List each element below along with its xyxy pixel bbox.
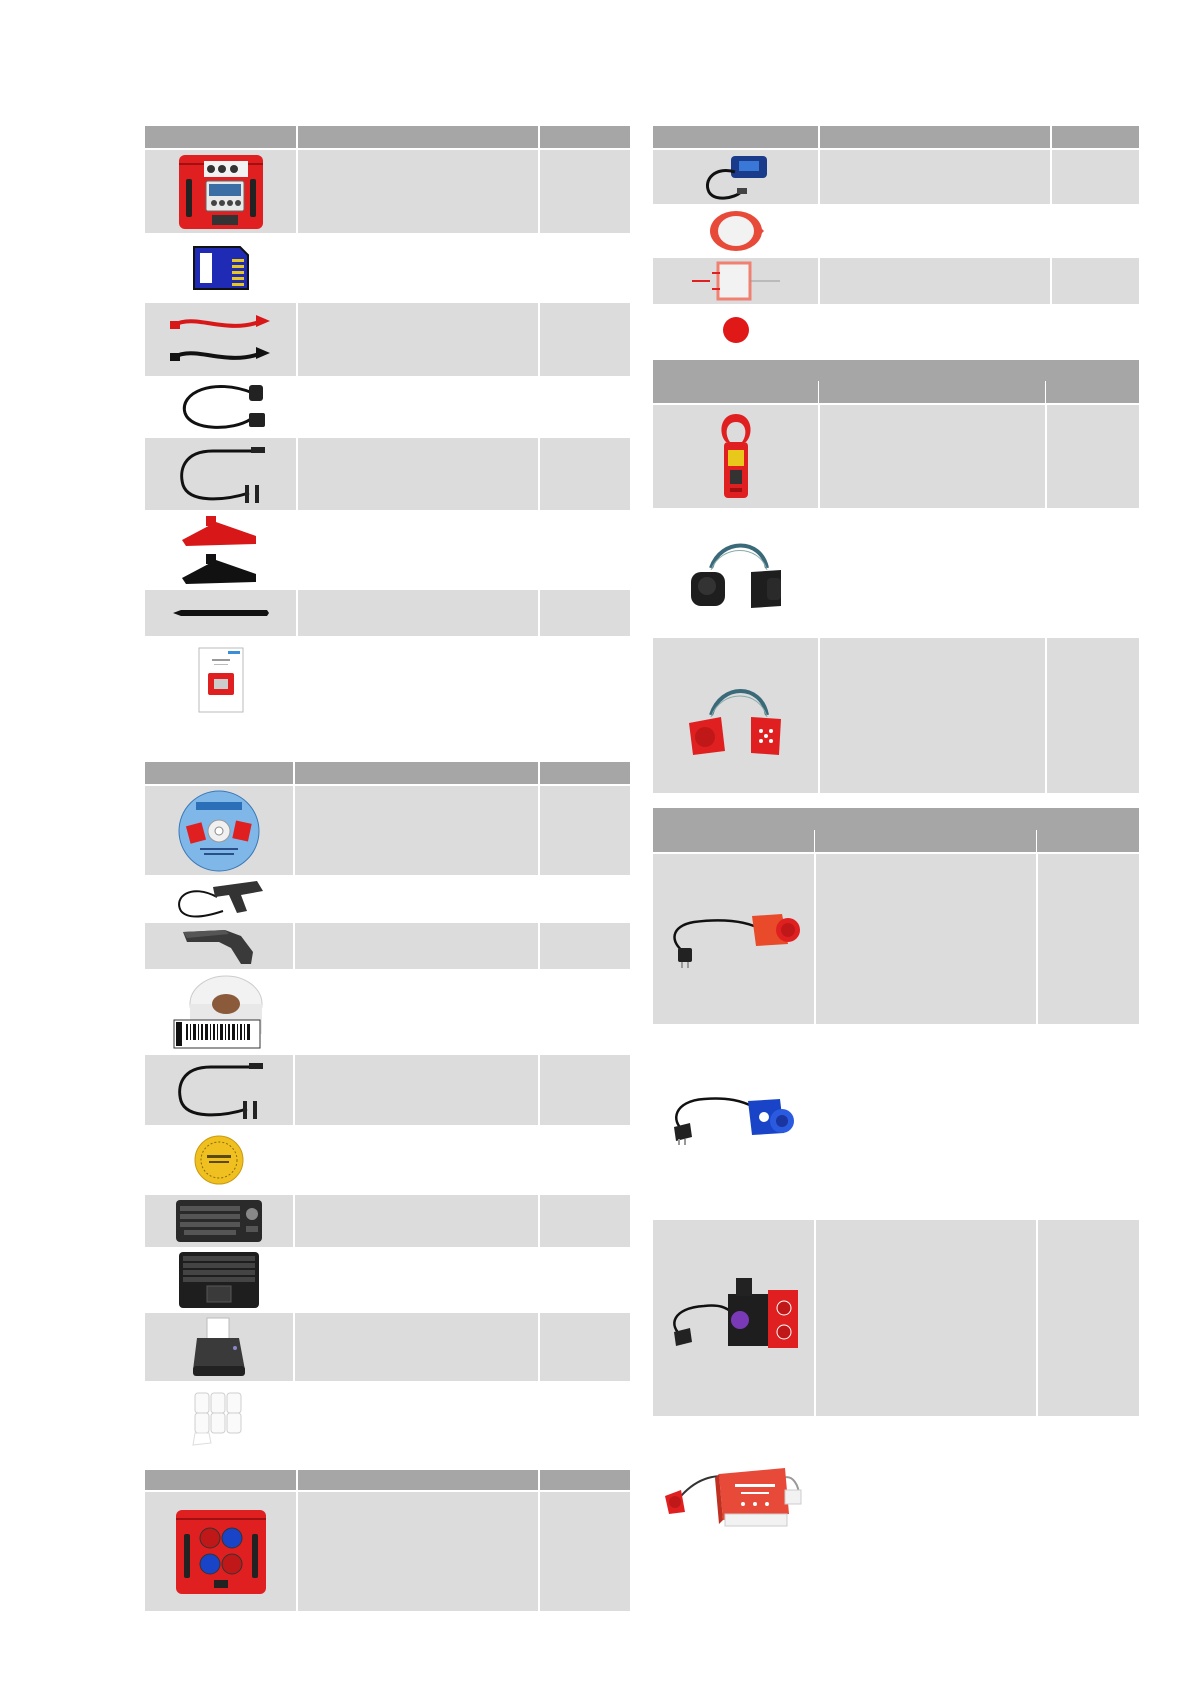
left-table-3 — [145, 1470, 630, 1611]
table-row — [145, 590, 630, 636]
schuko-adapter-cable-icon — [681, 528, 791, 618]
table-row — [653, 150, 1139, 204]
table-row — [653, 638, 1139, 793]
barcode-scanner-icon — [179, 926, 259, 966]
sd-card-icon — [192, 245, 250, 291]
red-probe-icon — [706, 207, 766, 255]
cee-blue-plug-cable-icon — [664, 1087, 804, 1157]
power-cord-icon — [173, 379, 269, 435]
test-leads-icon — [166, 307, 276, 373]
cee-red-plug-cable-icon — [664, 904, 804, 974]
red-dot-icon — [721, 315, 751, 345]
list-item — [145, 510, 630, 590]
table-header — [653, 808, 1139, 852]
test-probe-cable-icon — [171, 1057, 267, 1123]
receipt-printer-icon — [191, 1316, 247, 1378]
table-header — [145, 1470, 630, 1490]
table-row — [145, 438, 630, 510]
table-header — [145, 126, 630, 148]
usb-adapter-icon — [701, 152, 771, 202]
right-table-3 — [653, 808, 1139, 1618]
tester-case-icon — [176, 153, 266, 231]
distribution-box-icon — [664, 1268, 804, 1368]
keyboard-touchpad-icon — [177, 1250, 261, 1310]
list-item — [653, 1416, 1139, 1618]
software-cd-icon — [178, 790, 260, 872]
list-item — [653, 1024, 1139, 1220]
list-item — [145, 233, 630, 303]
table-row — [653, 854, 1139, 1024]
table-row — [145, 923, 630, 969]
test-sticker-icon — [194, 1135, 244, 1185]
right-table-2 — [653, 360, 1139, 793]
table-row — [653, 258, 1139, 304]
left-table-2 — [145, 762, 630, 1452]
table-header — [653, 360, 1139, 403]
table-row — [653, 405, 1139, 508]
table-row — [145, 303, 630, 376]
manual-icon — [198, 647, 244, 713]
three-phase-adapter-icon — [659, 1456, 809, 1536]
list-item — [145, 636, 630, 736]
table-row — [145, 1492, 630, 1611]
barcode-scanner-cable-icon — [171, 877, 267, 921]
list-item — [145, 1247, 630, 1313]
brush-probe-icon — [688, 259, 784, 303]
keyboard-trackball-icon — [174, 1198, 264, 1244]
list-item — [145, 1381, 630, 1452]
table-row — [145, 786, 630, 875]
cee-adapter-cable-icon — [681, 671, 791, 761]
right-table-1 — [653, 126, 1139, 356]
left-table-1 — [145, 126, 630, 736]
list-item — [145, 1125, 630, 1195]
paper-rolls-icon — [189, 1387, 249, 1447]
test-probe-cable-icon — [173, 441, 269, 507]
alligator-clips-icon — [176, 512, 266, 588]
clamp-meter-icon — [716, 412, 756, 502]
list-item — [145, 875, 630, 923]
stylus-pen-icon — [171, 606, 271, 620]
table-header — [653, 126, 1139, 148]
table-row — [145, 150, 630, 233]
label-roll-icon — [172, 974, 266, 1050]
adapter-case-icon — [174, 1506, 268, 1598]
table-row — [653, 1220, 1139, 1416]
table-row — [145, 1313, 630, 1381]
table-header — [145, 762, 630, 784]
list-item — [145, 376, 630, 438]
table-row — [145, 1055, 630, 1125]
table-row — [145, 1195, 630, 1247]
list-item — [653, 508, 1139, 638]
list-item — [653, 304, 1139, 356]
list-item — [653, 204, 1139, 258]
list-item — [145, 969, 630, 1055]
